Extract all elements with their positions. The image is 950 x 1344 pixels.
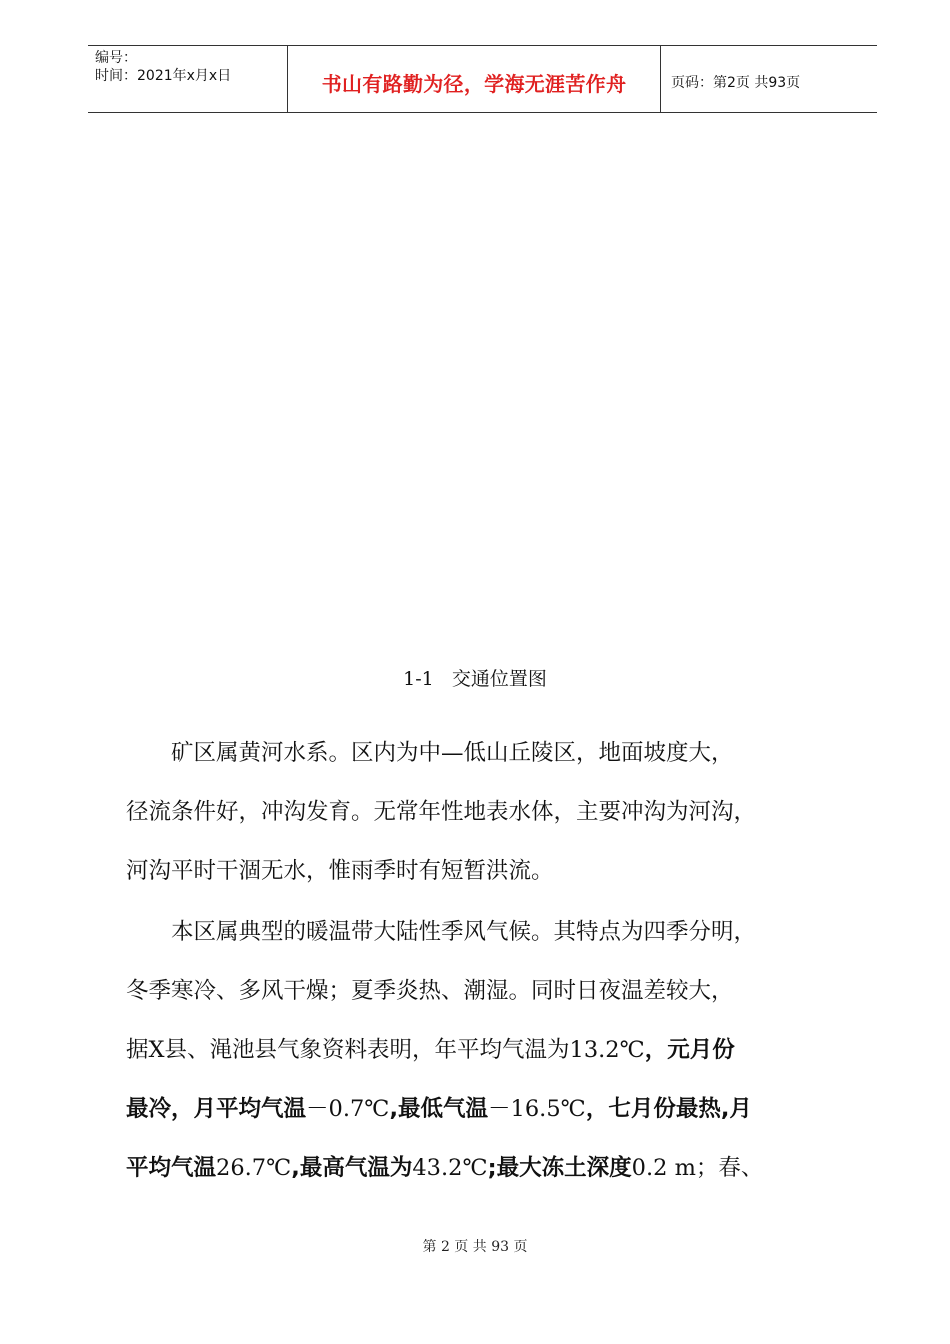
header-right-cell bbox=[661, 46, 877, 112]
header-left-cell bbox=[88, 46, 288, 112]
text-run-bold: 最冷，月平均气温 bbox=[126, 1096, 307, 1122]
text-run: －0.7℃ bbox=[306, 1096, 390, 1122]
text-run-bold: ，元月份 bbox=[644, 1037, 735, 1063]
page-header bbox=[88, 45, 877, 113]
paragraph-hydrology bbox=[126, 724, 836, 901]
text-run: 43.2℃ bbox=[412, 1155, 488, 1181]
text-run: 据X县、渑池县气象资料表明，年平均气温为13.2℃ bbox=[126, 1037, 645, 1063]
text-run: 26.7℃ bbox=[216, 1155, 292, 1181]
paragraph-line bbox=[126, 1139, 836, 1198]
text-run-bold: ;最大冻土深度 bbox=[487, 1155, 632, 1181]
paragraph-line: 矿区属黄河水系。区内为中—低山丘陵区，地面坡度大， bbox=[126, 740, 734, 766]
paragraph-line: 本区属典型的暖温带大陆性季风气候。其特点为四季分明， bbox=[126, 919, 757, 945]
text-run: －16.5℃ bbox=[488, 1096, 586, 1122]
paragraph-line bbox=[126, 1080, 836, 1139]
paragraph-climate bbox=[126, 903, 836, 1198]
text-run-bold: ,最低气温 bbox=[389, 1096, 489, 1122]
figure-caption: 1-1 交通位置图 bbox=[403, 668, 547, 690]
paragraph-line: 径流条件好，冲沟发育。无常年性地表水体，主要冲沟为河沟， bbox=[126, 799, 757, 825]
header-middle-cell bbox=[288, 46, 661, 112]
header-motto: 书山有路勤为径，学海无涯苦作舟 bbox=[321, 72, 627, 96]
text-run-bold: ，七月份最热,月 bbox=[585, 1096, 752, 1122]
header-page-info: 页码：第2页 共93页 bbox=[671, 75, 801, 91]
date-line: 时间：2021年x月x日 bbox=[95, 68, 232, 84]
serial-label: 编号： bbox=[95, 50, 137, 66]
text-run-bold: 平均气温 bbox=[126, 1155, 217, 1181]
text-run: 0.2 m；春、 bbox=[631, 1155, 764, 1181]
text-run-bold: ,最高气温为 bbox=[291, 1155, 413, 1181]
paragraph-line: 冬季寒冷、多风干燥；夏季炎热、潮湿。同时日夜温差较大， bbox=[126, 978, 734, 1004]
paragraph-line bbox=[126, 1021, 836, 1080]
paragraph-line: 河沟平时干涸无水，惟雨季时有短暂洪流。 bbox=[126, 858, 554, 884]
page-footer: 第 2 页 共 93 页 bbox=[422, 1239, 528, 1255]
